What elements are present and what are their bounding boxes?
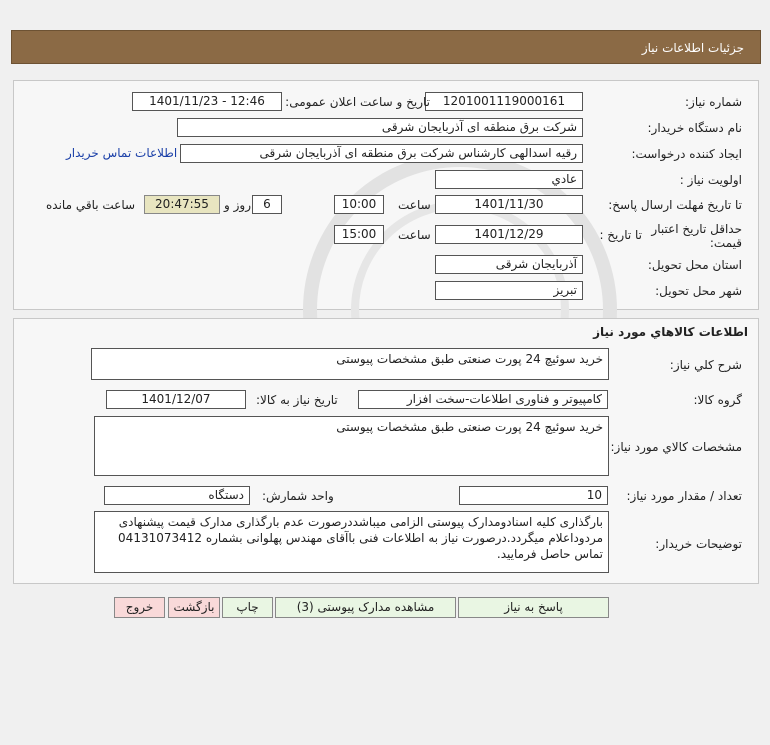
need-number-label: شماره نیاز: (685, 95, 742, 109)
back-button[interactable]: بازگشت (168, 597, 220, 618)
reply-date-field: 1401/11/30 (435, 195, 583, 214)
creator-field: رقیه اسدالهی کارشناس شرکت برق منطقه ای آذربایجان شرقی (180, 144, 583, 163)
province-field: آذربایجان شرقی (435, 255, 583, 274)
remaining-time-field: 20:47:55 (144, 195, 220, 214)
need-number-field: 1201001119000161 (425, 92, 583, 111)
unit-label: واحد شمارش: (262, 489, 334, 503)
priority-label: اولویت نیاز : (679, 173, 742, 187)
print-button[interactable]: چاپ (222, 597, 273, 618)
reply-button[interactable]: پاسخ به نیاز (458, 597, 609, 618)
summary-field: خرید سوئیچ 24 پورت صنعتی طبق مشخصات پیوستی (91, 348, 609, 380)
priority-field: عادي (435, 170, 583, 189)
goods-section-title: اطلاعات کالاهاي مورد نياز (593, 325, 748, 339)
exit-button[interactable]: خروج (114, 597, 165, 618)
reply-time-label: ساعت (398, 198, 431, 212)
buyer-contact-link[interactable]: اطلاعات تماس خریدار (66, 146, 178, 160)
validity-to-date-label: تا تاریخ : (599, 228, 642, 242)
unit-field: دستگاه (104, 486, 250, 505)
page-title: جزئیات اطلاعات نیاز (641, 41, 744, 55)
creator-label: ایجاد کننده درخواست: (631, 147, 742, 161)
announce-field: 1401/11/23 - 12:46 (132, 92, 282, 111)
need-date-field: 1401/12/07 (106, 390, 246, 409)
group-label: گروه کالا: (693, 393, 742, 407)
validity-time-field: 15:00 (334, 225, 384, 244)
specs-field: خرید سوئیچ 24 پورت صنعتی طبق مشخصات پیوستی (94, 416, 609, 476)
days-remaining-field: 6 (252, 195, 282, 214)
buyer-org-label: نام دستگاه خریدار: (647, 121, 742, 135)
page-title-bar (11, 30, 761, 64)
announce-label: تاریخ و ساعت اعلان عمومی: (285, 95, 430, 109)
validity-time-label: ساعت (398, 228, 431, 242)
specs-label: مشخصات کالاي مورد نياز: (610, 440, 742, 454)
validity-date-field: 1401/12/29 (435, 225, 583, 244)
group-field: کامپیوتر و فناوری اطلاعات-سخت افزار (358, 390, 608, 409)
reply-deadline-label: مهلت ارسال پاسخ: (608, 198, 704, 212)
reply-to-date-label: تا تاریخ : (699, 198, 742, 212)
need-info-panel (13, 80, 759, 310)
days-label: روز و (224, 198, 251, 212)
buyer-notes-label: توضیحات خریدار: (655, 537, 742, 551)
need-date-label: تاریخ نیاز به کالا: (256, 393, 338, 407)
summary-label: شرح کلي نياز: (669, 358, 742, 372)
reply-time-field: 10:00 (334, 195, 384, 214)
remaining-time-label: ساعت باقي مانده (46, 198, 136, 212)
qty-label: تعداد / مقدار مورد نیاز: (626, 489, 742, 503)
city-label: شهر محل تحویل: (655, 284, 742, 298)
view-attachments-button[interactable]: مشاهده مدارک پیوستی (3) (275, 597, 456, 618)
buyer-notes-field: بارگذاری کلیه اسنادومدارک پیوستی الزامی میباشددرصورت عدم بارگذاری مدارک قیمت پیشنهادی مردوداعلام میگردد.درصورت نیاز به اطلاعات فنی باآقای مهندس پهلوانی بشماره 04131073412 تماس حاصل فرمایید. (94, 511, 609, 573)
buyer-org-field: شرکت برق منطقه ای آذربایجان شرقی (177, 118, 583, 137)
city-field: تبریز (435, 281, 583, 300)
qty-field: 10 (459, 486, 608, 505)
province-label: استان محل تحویل: (647, 258, 742, 272)
validity-label: حداقل تاریخ اعتبار قیمت: (651, 222, 742, 250)
